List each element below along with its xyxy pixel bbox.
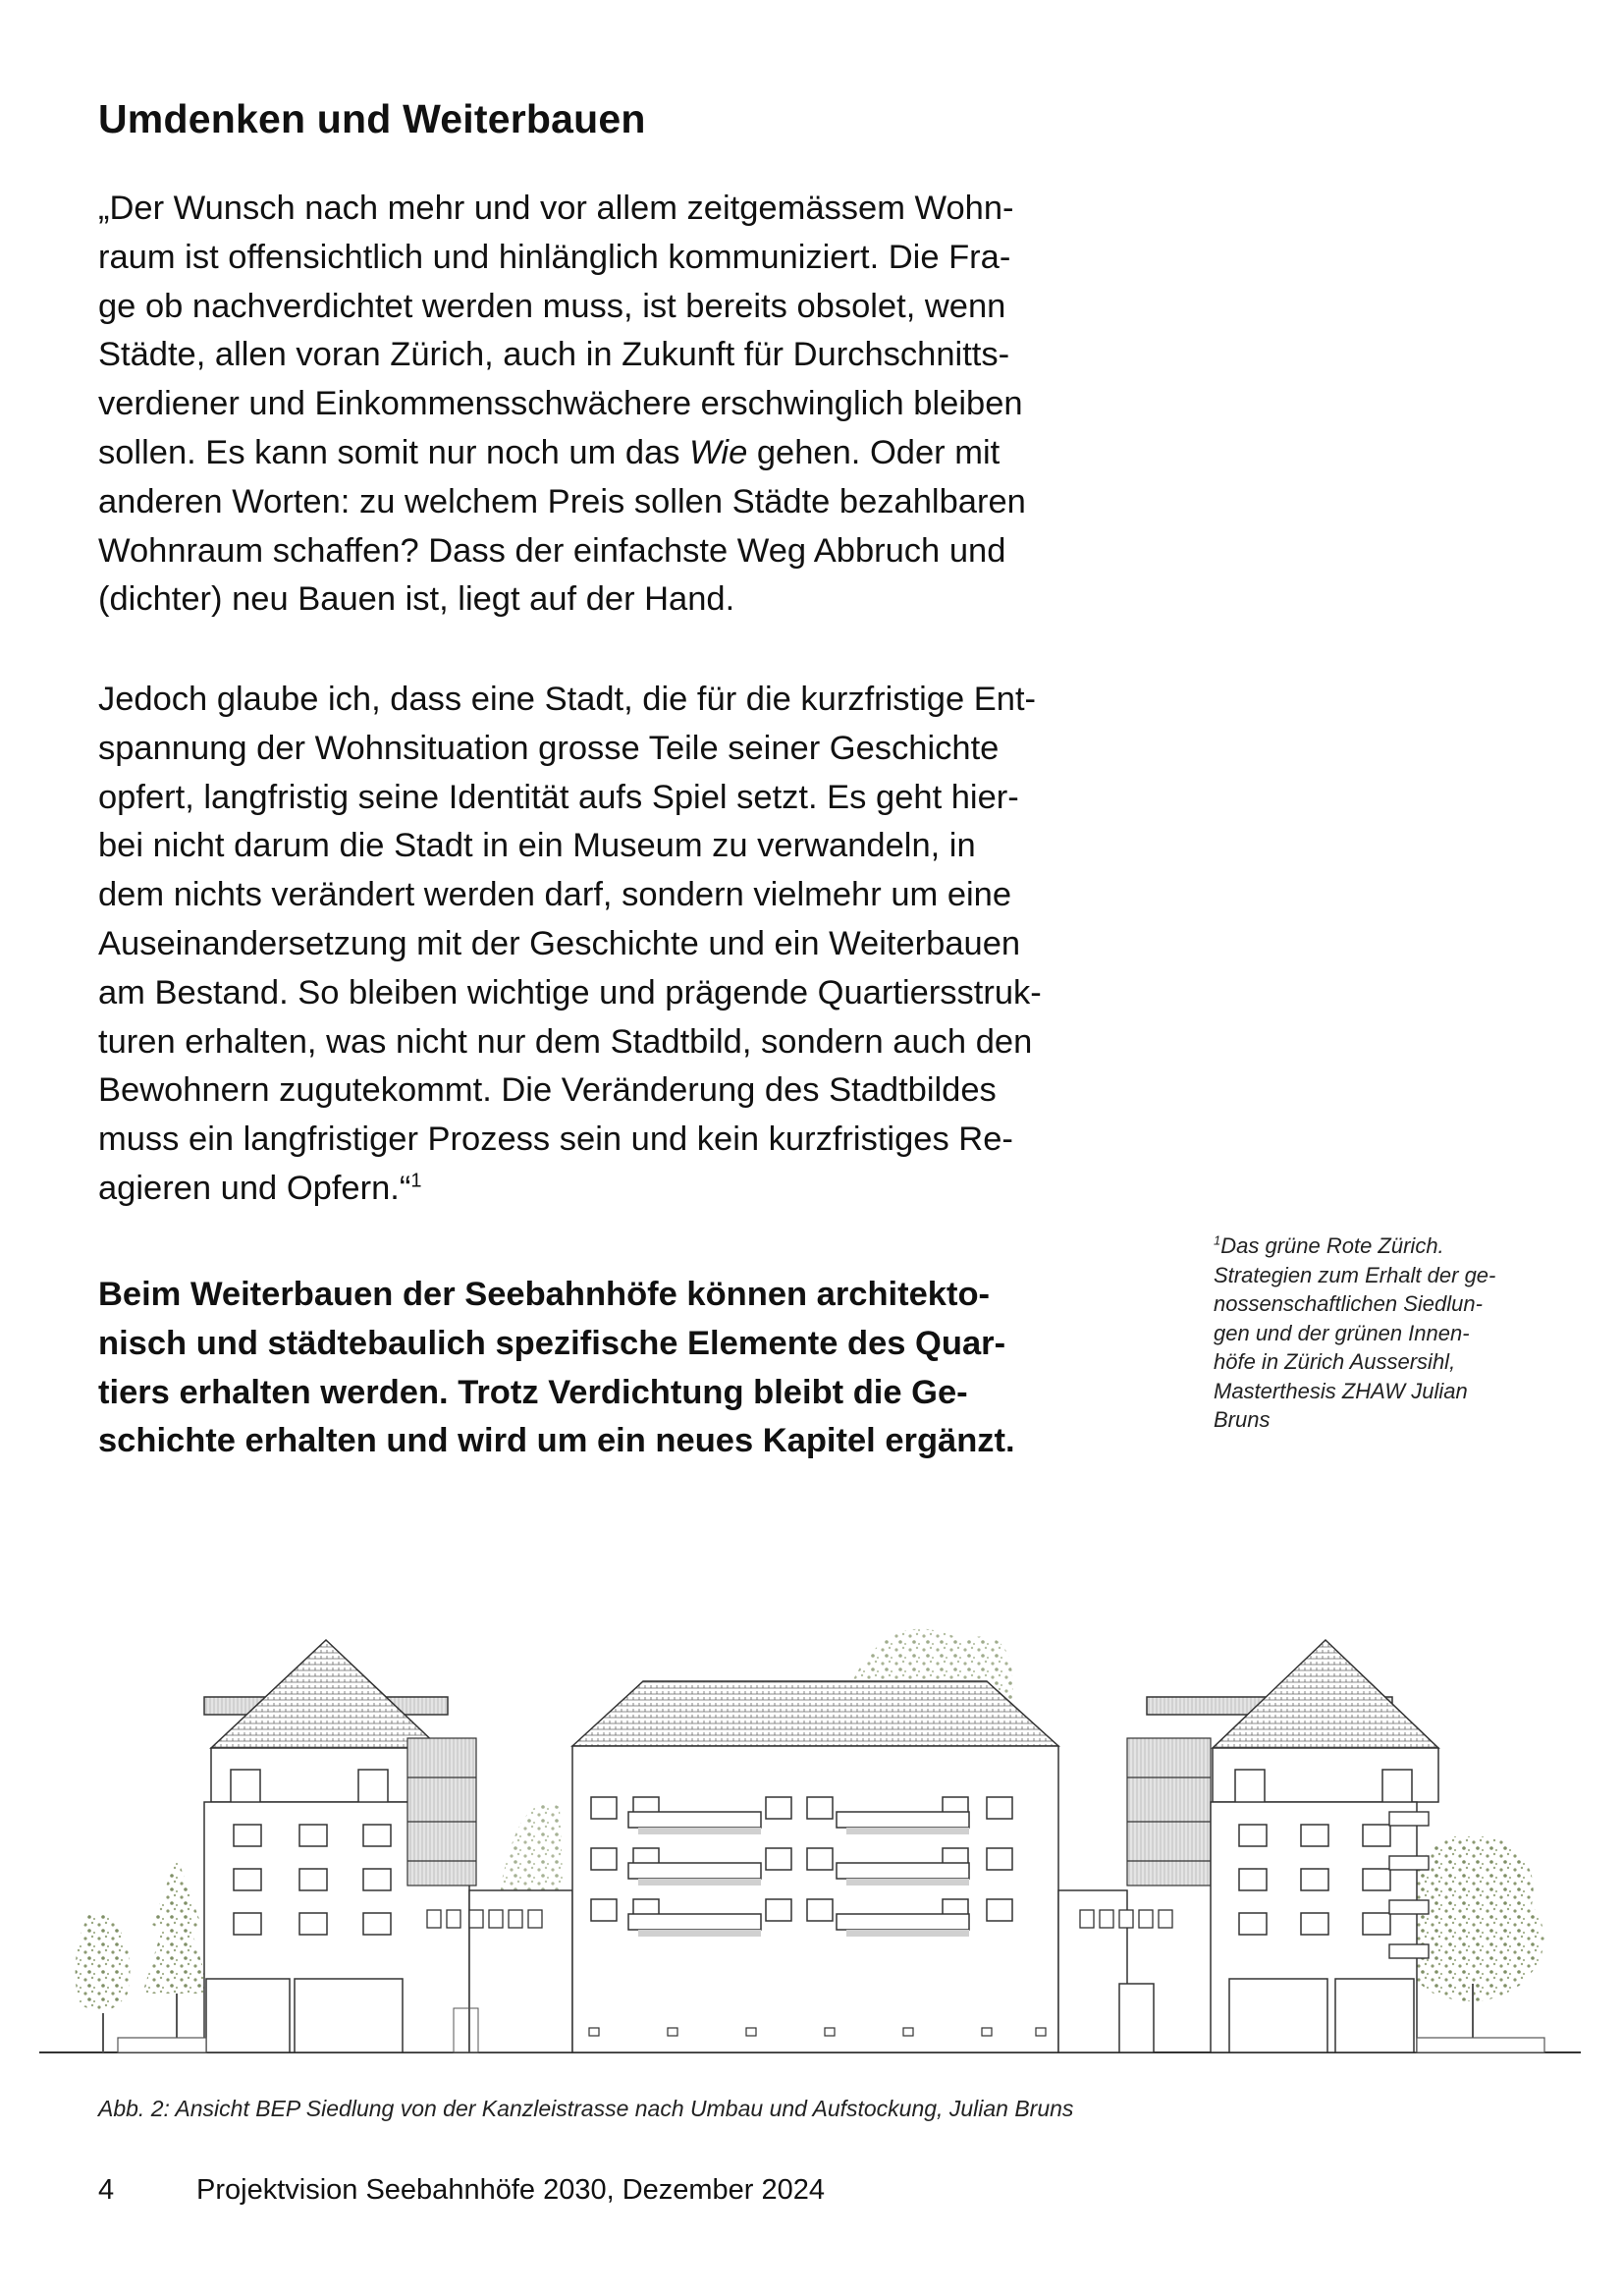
footnote-line bbox=[1214, 1231, 1495, 1261]
text-line: muss ein langfristiger Prozess sein und kein kurzfristiges Re- bbox=[98, 1121, 1013, 1159]
quote-paragraph-1 bbox=[98, 185, 1188, 625]
sidebar-footnote bbox=[1214, 1231, 1495, 1435]
text-line-with-footnote bbox=[98, 1165, 1188, 1214]
footnote-reference[interactable]: 1 bbox=[410, 1170, 422, 1192]
text-line: dem nichts verändert werden darf, sondern vielmehr um eine bbox=[98, 876, 1012, 914]
text-line: Wohnraum schaffen? Dass der einfachste Weg Abbruch und bbox=[98, 531, 1006, 570]
text-line: Bewohnern zugutekommt. Die Veränderung des Stadtbildes bbox=[98, 1071, 997, 1110]
building-elevation-drawing bbox=[0, 1591, 1623, 2062]
text-segment: Das grüne Rote Zürich. bbox=[1220, 1233, 1444, 1258]
footnote-number: 1 bbox=[1214, 1232, 1221, 1248]
footnote-line: Strategien zum Erhalt der ge- bbox=[1214, 1262, 1496, 1287]
page-number: 4 bbox=[98, 2174, 115, 2206]
right-building bbox=[1127, 1640, 1438, 2052]
figure-caption: Abb. 2: Ansicht BEP Siedlung von der Kanzleistrasse nach Umbau und Aufstockung, Julian Bruns bbox=[98, 2096, 1074, 2121]
section-heading: Umdenken und Weiterbauen bbox=[98, 96, 646, 141]
garden-wall bbox=[1417, 2038, 1544, 2052]
text-line: anderen Worten: zu welchem Preis sollen Städte bezahlbaren bbox=[98, 482, 1026, 520]
footnote-line: nossenschaftlichen Siedlun- bbox=[1214, 1291, 1483, 1316]
text-line: spannung der Wohnsituation grosse Teile seiner Geschichte bbox=[98, 729, 1000, 767]
text-line: „Der Wunsch nach mehr und vor allem zeitgemässem Wohn- bbox=[98, 190, 1014, 227]
text-line: Beim Weiterbauen der Seebahnhöfe können architekto- bbox=[98, 1276, 991, 1313]
text-line: verdiener und Einkommensschwächere erschwinglich bleiben bbox=[98, 385, 1023, 423]
left-building bbox=[204, 1640, 476, 2052]
text-line: ge ob nachverdichtet werden muss, ist bereits obsolet, wenn bbox=[98, 287, 1006, 325]
text-line: nisch und städtebaulich spezifische Elemente des Quar- bbox=[98, 1324, 1006, 1362]
text-line: raum ist offensichtlich und hinlänglich kommuniziert. Die Fra- bbox=[98, 238, 1011, 276]
right-connector bbox=[1058, 1890, 1172, 2052]
footer-title: Projektvision Seebahnhöfe 2030, Dezember 2024 bbox=[196, 2174, 826, 2206]
footnote-line: höfe in Zürich Aussersihl, bbox=[1214, 1349, 1456, 1374]
text-line: bei nicht darum die Stadt in ein Museum zu verwandeln, in bbox=[98, 827, 976, 865]
bold-statement bbox=[98, 1271, 1188, 1466]
text-line-with-emphasis bbox=[98, 429, 1188, 478]
tree-icon bbox=[76, 1856, 211, 2052]
text-line: am Bestand. So bleiben wichtige und prägende Quartiersstruk- bbox=[98, 973, 1042, 1011]
text-line: turen erhalten, was nicht nur dem Stadtbild, sondern auch den bbox=[98, 1022, 1033, 1061]
text-line: Jedoch glaube ich, dass eine Stadt, die für die kurzfristige Ent- bbox=[98, 681, 1037, 718]
text-segment: sollen. Es kann somit nur noch um das bbox=[98, 433, 690, 471]
text-segment: gehen. Oder mit bbox=[747, 433, 1001, 471]
text-segment: agieren und Opfern.“ bbox=[98, 1169, 411, 1207]
footnote-line: Masterthesis ZHAW Julian bbox=[1214, 1378, 1468, 1403]
footnote-line: Bruns bbox=[1214, 1407, 1271, 1432]
text-line: schichte erhalten und wird um ein neues Kapitel ergänzt. bbox=[98, 1422, 1015, 1460]
quote-paragraph-2 bbox=[98, 676, 1188, 1214]
text-line: Städte, allen voran Zürich, auch in Zukunft für Durchschnitts- bbox=[98, 336, 1010, 374]
emphasis-word: Wie bbox=[689, 433, 748, 471]
garden-wall bbox=[118, 2038, 206, 2052]
text-line: opfert, langfristig seine Identität aufs Spiel setzt. Es geht hier- bbox=[98, 778, 1019, 816]
text-line: (dichter) neu Bauen ist, liegt auf der Hand. bbox=[98, 580, 735, 619]
text-line: Auseinandersetzung mit der Geschichte und ein Weiterbauen bbox=[98, 924, 1021, 962]
footnote-line: gen und der grünen Innen- bbox=[1214, 1320, 1470, 1345]
text-line: tiers erhalten werden. Trotz Verdichtung bleibt die Ge- bbox=[98, 1373, 968, 1411]
centre-building bbox=[572, 1681, 1058, 2052]
